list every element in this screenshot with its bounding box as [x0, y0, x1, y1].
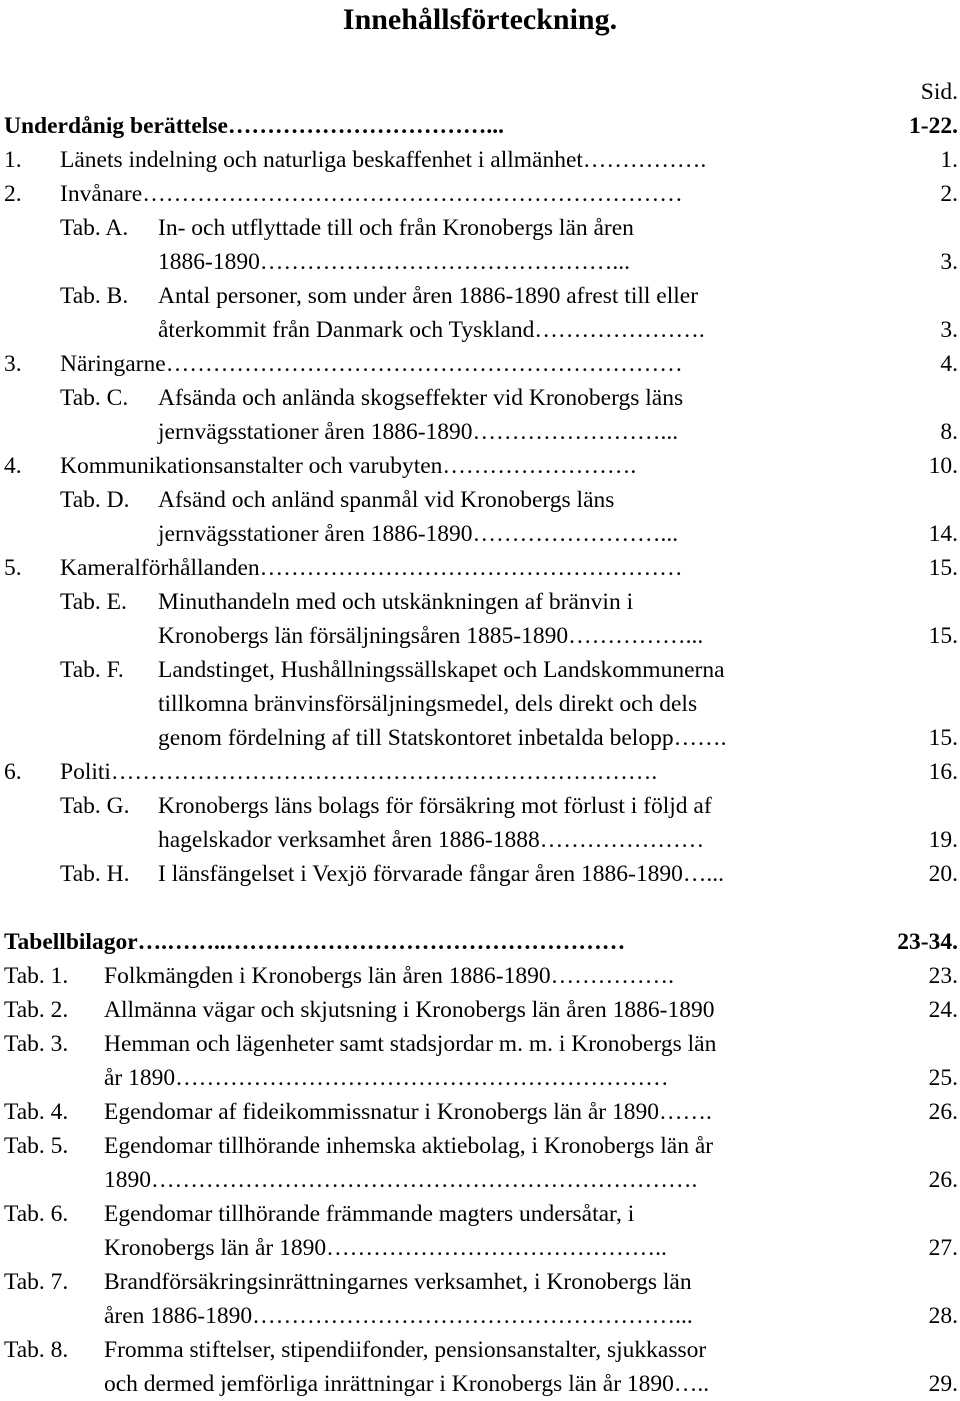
- toc-entry: [0, 653, 960, 687]
- toc-entry-title: tillkomna bränvinsförsäljningsmedel, dels direkt och dels: [158, 691, 698, 717]
- toc-entry-title: Kommunikationsanstalter och varubyten…………………….: [60, 453, 637, 479]
- toc-entry-number: 1.: [4, 147, 22, 173]
- toc-entry: [0, 1129, 960, 1163]
- toc-entry: [0, 857, 960, 891]
- toc-entry-title: Tabellbilagor….……..……………………………………………: [4, 929, 626, 955]
- toc-entry-title: år 1890………………………………………………………: [104, 1065, 669, 1091]
- toc-entry-title: Hemman och lägenheter samt stadsjordar m. m. i Kronobergs län: [104, 1031, 717, 1057]
- toc-entry-number: 2.: [4, 181, 22, 207]
- toc-entry-title: Afsänd och anländ spanmål vid Kronobergs läns: [158, 487, 615, 513]
- toc-entry-title: åren 1886-1890………………………………………………...: [104, 1303, 693, 1329]
- toc-entry-page: 29.: [928, 1371, 958, 1397]
- toc-entry-page: 15.: [928, 725, 958, 751]
- toc-entry: [0, 1095, 960, 1129]
- toc-entry: [0, 959, 960, 993]
- toc-entry-page: 4.: [940, 351, 958, 377]
- toc-entry-number: 5.: [4, 555, 22, 581]
- toc-entry-page: 28.: [928, 1303, 958, 1329]
- toc-entry-title: Antal personer, som under åren 1886-1890 afrest till eller: [158, 283, 699, 309]
- page-title: Innehållsförteckning.: [342, 3, 618, 36]
- toc-entry-number: 6.: [4, 759, 22, 785]
- toc-entry-table-label: Tab. F.: [60, 657, 124, 683]
- toc-entry: [0, 279, 960, 313]
- toc-entry-title: In- och utflyttade till och från Kronobergs län åren: [158, 215, 634, 241]
- toc-entry: [0, 415, 960, 449]
- toc-entry-page: 8.: [940, 419, 958, 445]
- toc-entry: [0, 721, 960, 755]
- sid-header-row: [0, 75, 960, 109]
- toc-entry-table-label: Tab. 8.: [4, 1337, 69, 1363]
- toc-entry-title: och dermed jemförliga inrättningar i Kronobergs län år 1890…..: [104, 1371, 710, 1397]
- toc-entry: [0, 177, 960, 211]
- toc-entry-title: Allmänna vägar och skjutsning i Kronobergs län åren 1886-1890: [104, 997, 715, 1023]
- toc-entry: [0, 619, 960, 653]
- toc-entry-page: 23-34.: [897, 929, 958, 955]
- toc-entry-title: hagelskador verksamhet åren 1886-1888…………………: [158, 827, 705, 853]
- toc-entry: [0, 1265, 960, 1299]
- toc-entry-title: Afsända och anlända skogseffekter vid Kronobergs läns: [158, 385, 684, 411]
- toc-entry-title: jernvägsstationer åren 1886-1890……………………...: [158, 419, 679, 445]
- toc-entry-title: Egendomar af fideikommissnatur i Kronobergs län år 1890…….: [104, 1099, 712, 1125]
- toc-entry-page: 19.: [928, 827, 958, 853]
- toc-entry: [0, 449, 960, 483]
- toc-entry-table-label: Tab. E.: [60, 589, 127, 615]
- toc-entry-title: Kronobergs län försäljningsåren 1885-1890……………...: [158, 623, 704, 649]
- toc-entry-title: Fromma stiftelser, stipendiifonder, pensionsanstalter, sjukkassor: [104, 1337, 707, 1363]
- toc-entry-table-label: Tab. 5.: [4, 1133, 69, 1159]
- toc-entry-table-label: Tab. 7.: [4, 1269, 69, 1295]
- toc-entry-page: 3.: [940, 317, 958, 343]
- toc-entry-page: 1-22.: [909, 113, 958, 139]
- toc-entry-title: genom fördelning af till Statskontoret inbetalda belopp…….: [158, 725, 727, 751]
- toc-entry: [0, 1299, 960, 1333]
- toc-entry: [0, 755, 960, 789]
- toc-entry-title: Invånare……………………………………………………………: [60, 181, 683, 207]
- toc-entry: [0, 381, 960, 415]
- toc-entry-title: I länsfängelset i Vexjö förvarade fångar åren 1886-1890…...: [158, 861, 724, 887]
- toc-entry-number: 3.: [4, 351, 22, 377]
- toc-entry-title: Kronobergs län år 1890……………………………………..: [104, 1235, 667, 1261]
- toc-entry: [0, 823, 960, 857]
- toc-entry-title: Minuthandeln med och utskänkningen af bränvin i: [158, 589, 634, 615]
- toc-entry-table-label: Tab. B.: [60, 283, 129, 309]
- toc-entry-table-label: Tab. 2.: [4, 997, 69, 1023]
- toc-entry-table-label: Tab. 6.: [4, 1201, 69, 1227]
- toc-entry-page: 20.: [928, 861, 958, 887]
- toc-entry-number: 4.: [4, 453, 22, 479]
- toc-entry: [0, 1231, 960, 1265]
- toc-entry-title: Egendomar tillhörande främmande magters undersåtar, i: [104, 1201, 635, 1227]
- toc-entry: [0, 789, 960, 823]
- toc-entry-table-label: Tab. 4.: [4, 1099, 69, 1125]
- toc-entry: [0, 551, 960, 585]
- toc-entry: [0, 1061, 960, 1095]
- toc-entry-page: 3.: [940, 249, 958, 275]
- toc-entry-page: 16.: [928, 759, 958, 785]
- toc-entry-title: Länets indelning och naturliga beskaffenhet i allmänhet…………….: [60, 147, 707, 173]
- toc-entry: [0, 1027, 960, 1061]
- toc-entry-title: 1886-1890………………………………………...: [158, 249, 630, 275]
- toc-entry: [0, 1333, 960, 1367]
- toc-entry-page: 14.: [928, 521, 958, 547]
- toc-entry-title: Egendomar tillhörande inhemska aktiebolag, i Kronobergs län år: [104, 1133, 714, 1159]
- toc-entry-table-label: Tab. 3.: [4, 1031, 69, 1057]
- toc-entry-page: 1.: [940, 147, 958, 173]
- toc-entry: [0, 483, 960, 517]
- toc-entry-table-label: Tab. C.: [60, 385, 129, 411]
- toc-entry-title: återkommit från Danmark och Tyskland………………….: [158, 317, 705, 343]
- toc-entry-page: 23.: [928, 963, 958, 989]
- toc-entry-page: 15.: [928, 555, 958, 581]
- toc-entry: [0, 143, 960, 177]
- toc-entry: [0, 993, 960, 1027]
- toc-entry: [0, 925, 960, 959]
- toc-entry-page: 10.: [928, 453, 958, 479]
- toc-entry-title: Näringarne…………………………………………………………: [60, 351, 683, 377]
- toc-entry-title: Landstinget, Hushållningssällskapet och Landskommunerna: [158, 657, 725, 683]
- toc-entry-title: Kameralförhållanden………………………………………………: [60, 555, 683, 581]
- toc-entry-page: 25.: [928, 1065, 958, 1091]
- toc-entry: [0, 313, 960, 347]
- toc-entry: [0, 109, 960, 143]
- toc-entry-title: Politi…………………………………………………………….: [60, 759, 658, 785]
- toc-entry: [0, 585, 960, 619]
- toc-entry-page: 2.: [940, 181, 958, 207]
- toc-entry-title: Underdånig berättelse……………………………...: [4, 113, 505, 139]
- toc-entry-page: 24.: [928, 997, 958, 1023]
- toc-entry-table-label: Tab. H.: [60, 861, 130, 887]
- toc-entry-title: Folkmängden i Kronobergs län åren 1886-1890…………….: [104, 963, 675, 989]
- toc-entry: [0, 1367, 960, 1401]
- toc-entry-title: Brandförsäkringsinrättningarnes verksamhet, i Kronobergs län: [104, 1269, 692, 1295]
- toc-entry: [0, 1163, 960, 1197]
- toc-entry-page: 26.: [928, 1099, 958, 1125]
- toc-entry: [0, 347, 960, 381]
- toc-entry-title: jernvägsstationer åren 1886-1890……………………...: [158, 521, 679, 547]
- toc-entry-table-label: Tab. D.: [60, 487, 130, 513]
- toc-entry-title: Kronobergs läns bolags för försäkring mot förlust i följd af: [158, 793, 712, 819]
- toc-entry-page: 27.: [928, 1235, 958, 1261]
- toc-entry-table-label: Tab. A.: [60, 215, 129, 241]
- toc-entry: [0, 517, 960, 551]
- sid-label: Sid.: [920, 79, 958, 105]
- toc-entry-page: 26.: [928, 1167, 958, 1193]
- toc-entry: [0, 687, 960, 721]
- toc-entry-table-label: Tab. G.: [60, 793, 130, 819]
- toc-entry-title: 1890…………………………………………………………….: [104, 1167, 698, 1193]
- toc-entry: [0, 211, 960, 245]
- toc-entry-table-label: Tab. 1.: [4, 963, 69, 989]
- toc-entry: [0, 245, 960, 279]
- toc-entry-page: 15.: [928, 623, 958, 649]
- toc-entry: [0, 1197, 960, 1231]
